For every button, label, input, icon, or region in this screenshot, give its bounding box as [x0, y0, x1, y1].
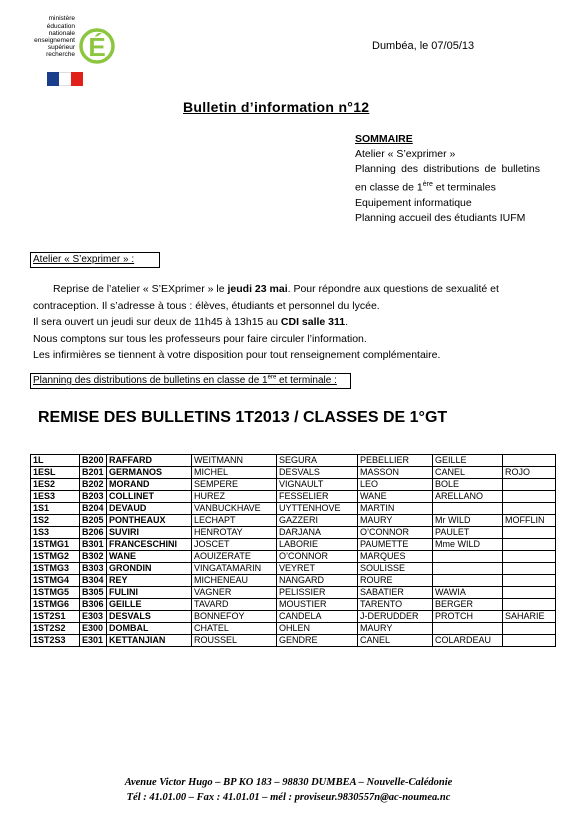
table-cell: B206: [80, 527, 107, 539]
table-cell: TARENTO: [358, 599, 433, 611]
table-cell: NANGARD: [277, 575, 358, 587]
table-cell: B303: [80, 563, 107, 575]
table-cell: PEBELLIER: [358, 455, 433, 467]
table-cell: VEYRET: [277, 563, 358, 575]
atelier-paragraph-3: Nous comptons sur tous les professeurs pour faire circuler l’information.: [33, 332, 367, 345]
table-cell: B304: [80, 575, 107, 587]
table-cell: [503, 599, 556, 611]
table-row: [31, 635, 556, 647]
table-cell: KETTANJIAN: [107, 635, 192, 647]
table-cell: MAURY: [358, 515, 433, 527]
table-cell: RAFFARD: [107, 455, 192, 467]
table-cell: 1ST2S3: [31, 635, 80, 647]
atelier-section-label: Atelier « S’exprimer » :: [30, 252, 160, 268]
table-cell: [433, 623, 503, 635]
table-cell: HUREZ: [192, 491, 277, 503]
table-cell: WAWIA: [433, 587, 503, 599]
logo-text-line: enseignement: [34, 37, 75, 44]
table-cell: REY: [107, 575, 192, 587]
table-cell: 1S3: [31, 527, 80, 539]
table-cell: FULINI: [107, 587, 192, 599]
table-row: [31, 515, 556, 527]
table-cell: [433, 551, 503, 563]
table-cell: B203: [80, 491, 107, 503]
table-cell: SUVIRI: [107, 527, 192, 539]
logo-text-line: ministère: [48, 15, 75, 22]
table-cell: BONNEFOY: [192, 611, 277, 623]
table-row: [31, 575, 556, 587]
table-cell: CANEL: [433, 467, 503, 479]
table-cell: 1STMG4: [31, 575, 80, 587]
table-cell: MICHEL: [192, 467, 277, 479]
table-cell: [433, 563, 503, 575]
sommaire-item-planning: Planning des distributions de bulletins en classe de 1ère et terminales: [355, 163, 540, 194]
footer: [0, 775, 577, 805]
table-cell: [503, 575, 556, 587]
table-row: [31, 467, 556, 479]
table-cell: 1STMG3: [31, 563, 80, 575]
table-row: [31, 479, 556, 491]
table-cell: MOFFLIN: [503, 515, 556, 527]
table-cell: WANE: [107, 551, 192, 563]
table-cell: J-DERUDDER: [358, 611, 433, 623]
table-row: [31, 491, 556, 503]
atelier-paragraph-2: [33, 314, 543, 331]
table-cell: 1STMG5: [31, 587, 80, 599]
table-cell: LABORIE: [277, 539, 358, 551]
table-cell: CANEL: [358, 635, 433, 647]
table-cell: 1ES2: [31, 479, 80, 491]
table-cell: B301: [80, 539, 107, 551]
date-line: Dumbéa, le 07/05/13: [372, 40, 475, 52]
table-cell: Mme WILD: [433, 539, 503, 551]
atelier-p1c: . Pour répondre aux questions de sexualité et contraception. Il s’adresse à tous : élèves, étudiants et personnel du lycée.: [33, 283, 499, 312]
table-cell: MOUSTIER: [277, 599, 358, 611]
table-cell: GRONDIN: [107, 563, 192, 575]
planning-section-label: Planning des distributions de bulletins en classe de 1ère et terminale :: [30, 373, 351, 389]
table-cell: PAUMETTE: [358, 539, 433, 551]
sommaire-item: Equipement informatique: [355, 196, 472, 209]
table-cell: BOLE: [433, 479, 503, 491]
table-cell: B202: [80, 479, 107, 491]
table-cell: SOULISSE: [358, 563, 433, 575]
table-cell: LEO: [358, 479, 433, 491]
atelier-location: CDI salle 311: [280, 316, 346, 328]
ministry-logo: [33, 16, 113, 96]
table-cell: MARQUES: [358, 551, 433, 563]
table-cell: [433, 575, 503, 587]
atelier-paragraph-4: Les infirmières se tiennent à votre disposition pour tout renseignement complémentaire.: [33, 349, 441, 361]
table-cell: [503, 455, 556, 467]
table-cell: DESVALS: [107, 611, 192, 623]
table-row: [31, 611, 556, 623]
table-cell: 1STMG1: [31, 539, 80, 551]
table-cell: ROUSSEL: [192, 635, 277, 647]
table-cell: B306: [80, 599, 107, 611]
logo-text-line: supérieur: [47, 44, 75, 51]
table-cell: DARJANA: [277, 527, 358, 539]
distribution-table: [30, 454, 556, 647]
table-cell: B200: [80, 455, 107, 467]
table-cell: GEILLE: [433, 455, 503, 467]
table-cell: Mr WILD: [433, 515, 503, 527]
table-cell: VINGATAMARIN: [192, 563, 277, 575]
table-cell: [503, 563, 556, 575]
table-cell: SEGURA: [277, 455, 358, 467]
table-row: [31, 599, 556, 611]
table-cell: SABATIER: [358, 587, 433, 599]
table-cell: VIGNAULT: [277, 479, 358, 491]
table-row: [31, 551, 556, 563]
footer-contact: Tél : 41.01.00 – Fax : 41.01.01 – mél : proviseur.9830557n@ac-noumea.nc: [126, 792, 451, 803]
table-cell: B305: [80, 587, 107, 599]
table-cell: 1ST2S2: [31, 623, 80, 635]
table-cell: PONTHEAUX: [107, 515, 192, 527]
table-cell: OHLEN: [277, 623, 358, 635]
sommaire-item: Atelier « S’exprimer »: [355, 148, 456, 160]
table-row: [31, 563, 556, 575]
table-cell: VAGNER: [192, 587, 277, 599]
atelier-paragraph-1: [33, 281, 543, 314]
table-cell: 1S1: [31, 503, 80, 515]
table-cell: MORAND: [107, 479, 192, 491]
sommaire: [355, 132, 540, 226]
logo-text-line: éducation: [46, 23, 75, 30]
table-cell: 1STMG2: [31, 551, 80, 563]
table-cell: 1ST2S1: [31, 611, 80, 623]
sommaire-heading: SOMMAIRE: [355, 133, 413, 145]
atelier-text: [33, 281, 543, 364]
table-cell: [503, 503, 556, 515]
table-cell: B201: [80, 467, 107, 479]
table-cell: MAURY: [358, 623, 433, 635]
table-row: [31, 539, 556, 551]
table-cell: [503, 551, 556, 563]
table-cell: BERGER: [433, 599, 503, 611]
table-cell: ROJO: [503, 467, 556, 479]
table-cell: GENDRE: [277, 635, 358, 647]
table-cell: SEMPERE: [192, 479, 277, 491]
education-e-logo-icon: [77, 20, 115, 68]
table-cell: FESSELIER: [277, 491, 358, 503]
table-cell: MARTIN: [358, 503, 433, 515]
table-cell: MICHENEAU: [192, 575, 277, 587]
table-row: [31, 623, 556, 635]
table-cell: E300: [80, 623, 107, 635]
logo-letter: É: [88, 32, 106, 62]
table-cell: 1STMG6: [31, 599, 80, 611]
table-cell: FRANCESCHINI: [107, 539, 192, 551]
atelier-p2c: .: [345, 316, 349, 328]
table-cell: [503, 539, 556, 551]
table-cell: PROTCH: [433, 611, 503, 623]
table-cell: O’CONNOR: [358, 527, 433, 539]
table-cell: 1ESL: [31, 467, 80, 479]
table-cell: GEILLE: [107, 599, 192, 611]
table-cell: ARELLANO: [433, 491, 503, 503]
table-cell: [503, 527, 556, 539]
table-cell: B204: [80, 503, 107, 515]
table-cell: GAZZERI: [277, 515, 358, 527]
table-cell: GERMANOS: [107, 467, 192, 479]
table-cell: B302: [80, 551, 107, 563]
table-cell: 1ES3: [31, 491, 80, 503]
table-cell: [503, 479, 556, 491]
table-row: [31, 587, 556, 599]
table-cell: [503, 491, 556, 503]
table-cell: TAVARD: [192, 599, 277, 611]
atelier-p2a: Il sera ouvert un jeudi sur deux de 11h45 à 13h15 au: [33, 316, 281, 328]
table-cell: [503, 623, 556, 635]
table-cell: 1L: [31, 455, 80, 467]
table-cell: ROURE: [358, 575, 433, 587]
table-row: [31, 503, 556, 515]
table-cell: HENROTAY: [192, 527, 277, 539]
table-cell: DOMBAL: [107, 623, 192, 635]
table-cell: DEVAUD: [107, 503, 192, 515]
logo-text-line: nationale: [48, 30, 75, 37]
footer-address: Avenue Victor Hugo – BP KO 183 – 98830 DUMBEA – Nouvelle-Calédonie: [124, 777, 453, 788]
table-cell: DESVALS: [277, 467, 358, 479]
table-cell: 1S2: [31, 515, 80, 527]
table-cell: WEITMANN: [192, 455, 277, 467]
table-cell: E303: [80, 611, 107, 623]
table-cell: JOSCET: [192, 539, 277, 551]
table-cell: [503, 587, 556, 599]
table-cell: UYTTENHOVE: [277, 503, 358, 515]
table-cell: PAULET: [433, 527, 503, 539]
bulletin-title: Bulletin d’information n°12: [183, 99, 370, 115]
table-cell: COLLINET: [107, 491, 192, 503]
table-cell: LECHAPT: [192, 515, 277, 527]
table-cell: B205: [80, 515, 107, 527]
table-cell: VANBUCKHAVE: [192, 503, 277, 515]
atelier-date: jeudi 23 mai: [227, 283, 288, 295]
table-cell: O’CONNOR: [277, 551, 358, 563]
logo-text-line: recherche: [46, 51, 75, 58]
table-cell: PELISSIER: [277, 587, 358, 599]
table-cell: MASSON: [358, 467, 433, 479]
table-cell: CANDELA: [277, 611, 358, 623]
table-cell: AOUIZERATE: [192, 551, 277, 563]
table-cell: E301: [80, 635, 107, 647]
table-cell: SAHARIE: [503, 611, 556, 623]
remise-title: REMISE DES BULLETINS 1T2013 / CLASSES DE 1°GT: [38, 409, 448, 426]
table-cell: COLARDEAU: [433, 635, 503, 647]
table-row: [31, 527, 556, 539]
table-row: [31, 455, 556, 467]
table-cell: [433, 503, 503, 515]
republic-flag-icon: [47, 72, 83, 94]
table-cell: [503, 635, 556, 647]
table-cell: WANE: [358, 491, 433, 503]
atelier-p1a: Reprise de l’atelier « S’EXprimer » le: [53, 283, 228, 295]
sommaire-item: Planning accueil des étudiants IUFM: [355, 211, 526, 224]
table-cell: CHATEL: [192, 623, 277, 635]
